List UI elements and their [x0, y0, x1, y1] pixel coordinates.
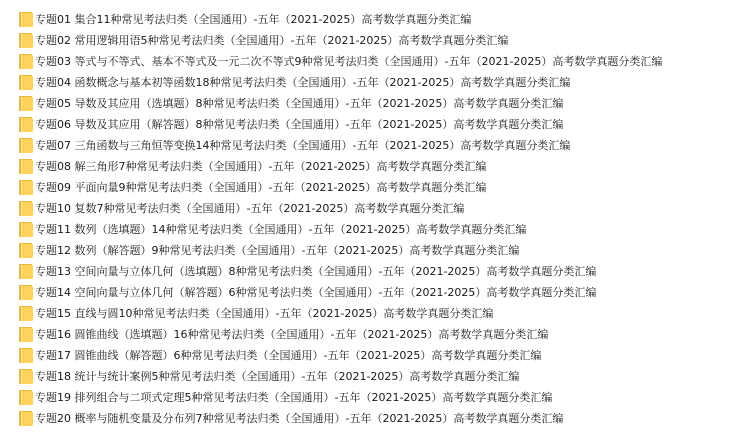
- folder-item-12[interactable]: [0, 240, 744, 261]
- folder-item-09[interactable]: [0, 177, 744, 198]
- folder-name: 专题16 圆锥曲线（选填题）16种常见考法归类（全国通用）-五年（2021-2025）高考数学真题分类汇编: [35, 328, 549, 341]
- folder-item-07[interactable]: [0, 135, 744, 156]
- folder-item-02[interactable]: [0, 30, 744, 51]
- folder-icon: [19, 96, 32, 111]
- folder-item-16[interactable]: [0, 324, 744, 345]
- folder-item-03[interactable]: [0, 51, 744, 72]
- folder-item-18[interactable]: [0, 366, 744, 387]
- folder-name: 专题17 圆锥曲线（解答题）6种常见考法归类（全国通用）-五年（2021-2025）高考数学真题分类汇编: [35, 349, 542, 362]
- folder-item-01[interactable]: [0, 9, 744, 30]
- folder-icon: [19, 117, 32, 132]
- folder-name: 专题14 空间向量与立体几何（解答题）6种常见考法归类（全国通用）-五年（2021-2025）高考数学真题分类汇编: [35, 286, 597, 299]
- folder-name: 专题02 常用逻辑用语5种常见考法归类（全国通用）-五年（2021-2025）高考数学真题分类汇编: [35, 34, 509, 47]
- folder-icon: [19, 138, 32, 153]
- folder-icon: [19, 285, 32, 300]
- folder-icon: [19, 348, 32, 363]
- folder-item-14[interactable]: [0, 282, 744, 303]
- folder-icon: [19, 159, 32, 174]
- folder-name: 专题12 数列（解答题）9种常见考法归类（全国通用）-五年（2021-2025）高考数学真题分类汇编: [35, 244, 520, 257]
- folder-icon: [19, 75, 32, 90]
- folder-item-13[interactable]: [0, 261, 744, 282]
- folder-name: 专题08 解三角形7种常见考法归类（全国通用）-五年（2021-2025）高考数学真题分类汇编: [35, 160, 487, 173]
- folder-name: 专题04 函数概念与基本初等函数18种常见考法归类（全国通用）-五年（2021-2025）高考数学真题分类汇编: [35, 76, 571, 89]
- folder-item-11[interactable]: [0, 219, 744, 240]
- folder-item-04[interactable]: [0, 72, 744, 93]
- folder-icon: [19, 264, 32, 279]
- folder-name: 专题01 集合11种常见考法归类（全国通用）-五年（2021-2025）高考数学真题分类汇编: [35, 13, 472, 26]
- folder-name: 专题09 平面向量9种常见考法归类（全国通用）-五年（2021-2025）高考数学真题分类汇编: [35, 181, 487, 194]
- folder-name: 专题19 排列组合与二项式定理5种常见考法归类（全国通用）-五年（2021-2025）高考数学真题分类汇编: [35, 391, 553, 404]
- folder-icon: [19, 12, 32, 27]
- folder-item-05[interactable]: [0, 93, 744, 114]
- folder-icon: [19, 327, 32, 342]
- folder-item-20[interactable]: [0, 408, 744, 429]
- folder-icon: [19, 201, 32, 216]
- folder-icon: [19, 369, 32, 384]
- folder-name: 专题13 空间向量与立体几何（选填题）8种常见考法归类（全国通用）-五年（2021-2025）高考数学真题分类汇编: [35, 265, 597, 278]
- folder-icon: [19, 243, 32, 258]
- folder-item-08[interactable]: [0, 156, 744, 177]
- folder-name: 专题03 等式与不等式、基本不等式及一元二次不等式9种常见考法归类（全国通用）-五年（2021-2025）高考数学真题分类汇编: [35, 55, 663, 68]
- folder-item-15[interactable]: [0, 303, 744, 324]
- folder-name: 专题15 直线与圆10种常见考法归类（全国通用）-五年（2021-2025）高考数学真题分类汇编: [35, 307, 494, 320]
- folder-icon: [19, 222, 32, 237]
- folder-item-10[interactable]: [0, 198, 744, 219]
- folder-name: 专题05 导数及其应用（选填题）8种常见考法归类（全国通用）-五年（2021-2025）高考数学真题分类汇编: [35, 97, 564, 110]
- folder-icon: [19, 390, 32, 405]
- folder-name: 专题18 统计与统计案例5种常见考法归类（全国通用）-五年（2021-2025）高考数学真题分类汇编: [35, 370, 520, 383]
- folder-item-19[interactable]: [0, 387, 744, 408]
- folder-name: 专题10 复数7种常见考法归类（全国通用）-五年（2021-2025）高考数学真题分类汇编: [35, 202, 465, 215]
- folder-icon: [19, 54, 32, 69]
- folder-name: 专题07 三角函数与三角恒等变换14种常见考法归类（全国通用）-五年（2021-2025）高考数学真题分类汇编: [35, 139, 571, 152]
- folder-icon: [19, 33, 32, 48]
- folder-name: 专题06 导数及其应用（解答题）8种常见考法归类（全国通用）-五年（2021-2025）高考数学真题分类汇编: [35, 118, 564, 131]
- folder-item-06[interactable]: [0, 114, 744, 135]
- folder-icon: [19, 180, 32, 195]
- folder-item-17[interactable]: [0, 345, 744, 366]
- folder-icon: [19, 306, 32, 321]
- folder-name: 专题11 数列（选填题）14种常见考法归类（全国通用）-五年（2021-2025）高考数学真题分类汇编: [35, 223, 527, 236]
- folder-name: 专题20 概率与随机变量及分布列7种常见考法归类（全国通用）-五年（2021-2025）高考数学真题分类汇编: [35, 412, 564, 425]
- folder-icon: [19, 411, 32, 426]
